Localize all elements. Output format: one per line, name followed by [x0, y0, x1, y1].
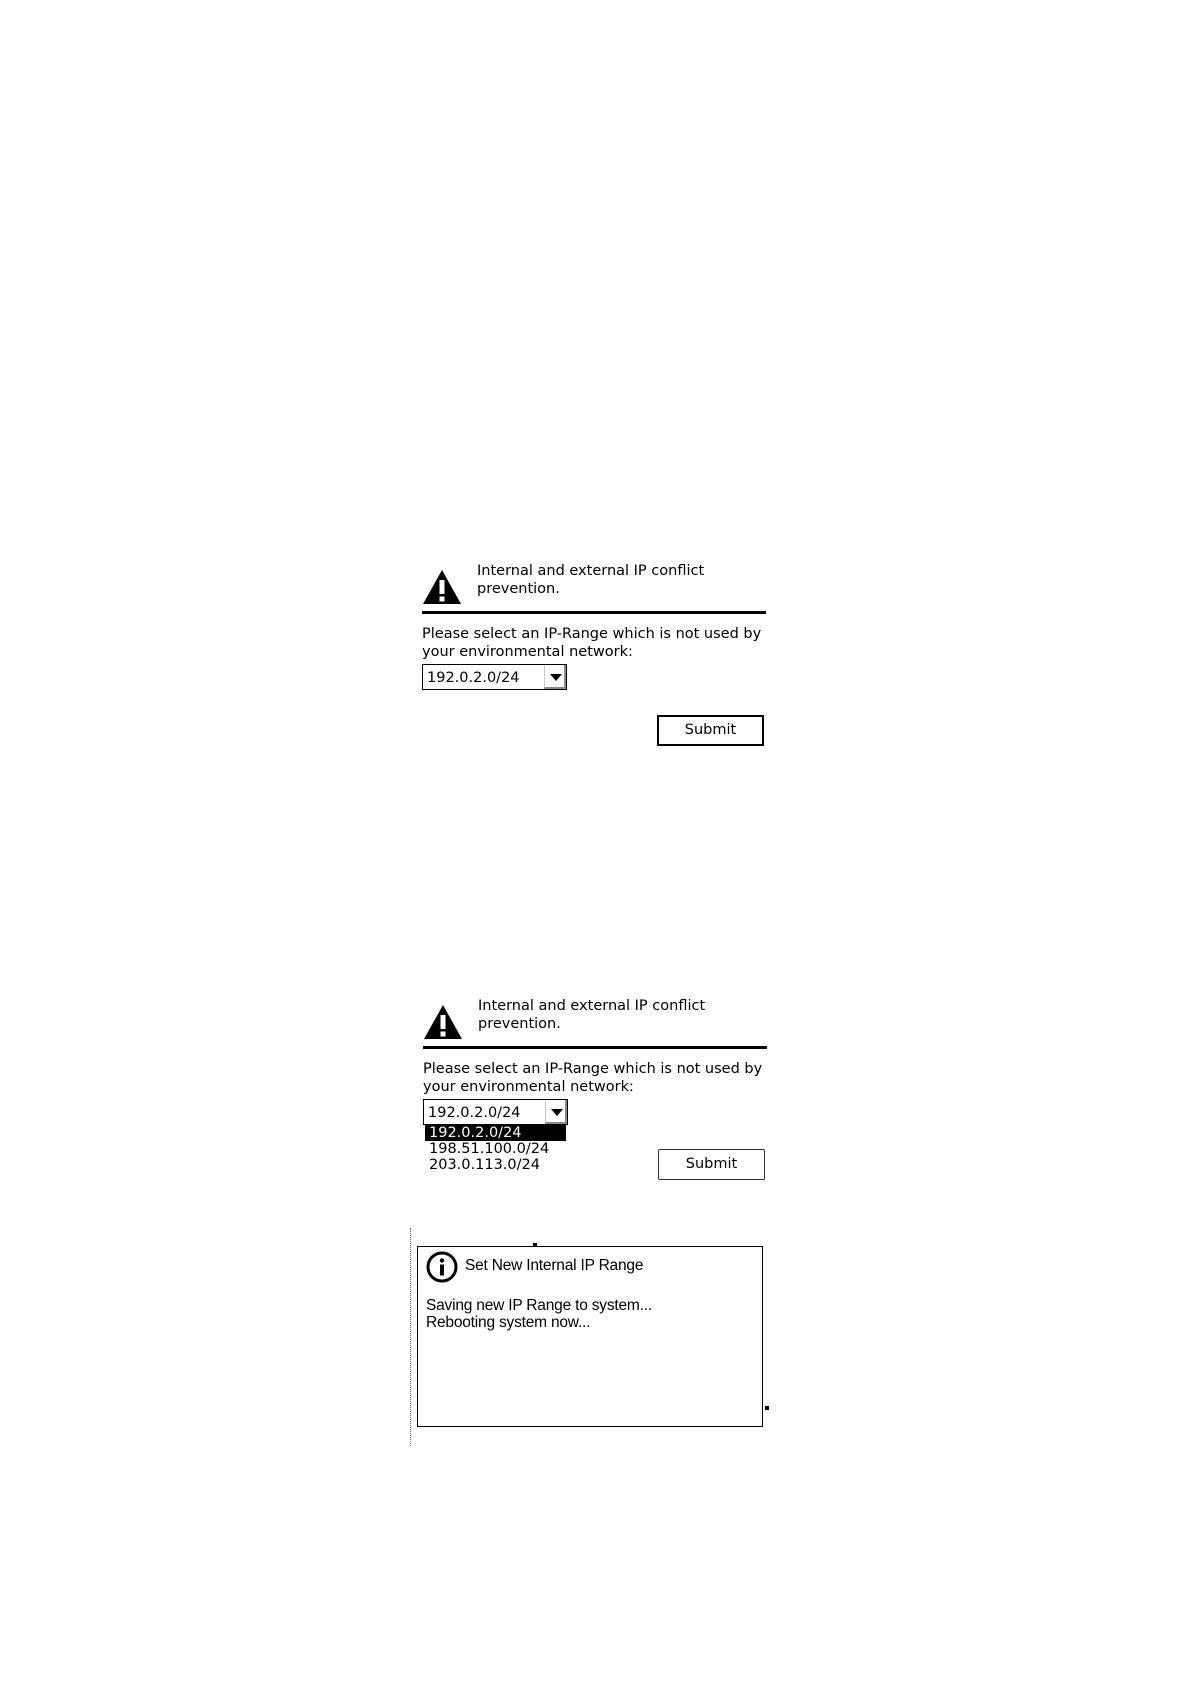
warning-triangle-icon [422, 569, 462, 605]
info-circle-icon [426, 1251, 458, 1283]
message-line-2: Rebooting system now... [426, 1314, 591, 1331]
ip-conflict-panel-1 [422, 562, 766, 752]
select-value: 192.0.2.0/24 [427, 670, 520, 686]
select-value: 192.0.2.0/24 [428, 1105, 521, 1121]
submit-button[interactable]: Submit [657, 715, 764, 746]
artifact-dot [765, 1406, 769, 1410]
chevron-down-icon[interactable] [545, 1100, 567, 1124]
submit-button[interactable]: Submit [658, 1149, 765, 1180]
option-192-0-2-0[interactable]: 192.0.2.0/24 [425, 1125, 566, 1141]
panel-header [423, 997, 767, 1046]
ip-conflict-panel-2 [423, 997, 767, 1187]
divider [423, 1046, 767, 1049]
ip-range-select[interactable] [423, 1099, 568, 1125]
prompt-text: Please select an IP-Range which is not used by your environmental network: [423, 1061, 763, 1095]
dialog-area [410, 1228, 770, 1446]
dialog-message [426, 1297, 652, 1331]
ip-range-options [425, 1125, 566, 1173]
warning-triangle-icon [423, 1004, 463, 1040]
panel-title: Internal and external IP conflict prevention. [478, 998, 706, 1032]
message-line-1: Saving new IP Range to system... [426, 1297, 652, 1314]
option-203-0-113-0[interactable]: 203.0.113.0/24 [429, 1157, 540, 1173]
divider [422, 611, 766, 614]
prompt-text: Please select an IP-Range which is not used by your environmental network: [422, 626, 762, 660]
background-window-edge [410, 1228, 411, 1446]
info-dialog [417, 1246, 763, 1427]
panel-title: Internal and external IP conflict prevention. [477, 563, 705, 597]
dialog-title: Set New Internal IP Range [465, 1257, 644, 1274]
chevron-down-icon[interactable] [544, 665, 566, 689]
ip-range-select[interactable] [422, 664, 567, 690]
option-198-51-100-0[interactable]: 198.51.100.0/24 [429, 1141, 550, 1157]
panel-header [422, 562, 766, 611]
